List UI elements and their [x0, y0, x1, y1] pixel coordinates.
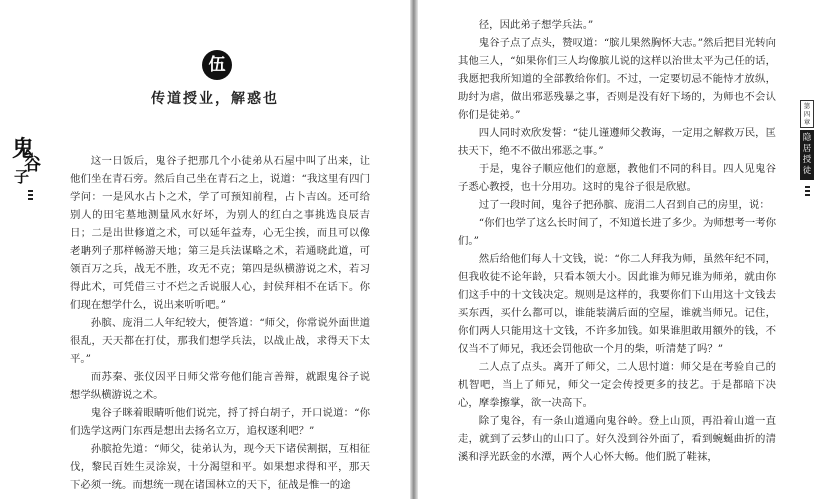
paragraph: 除了鬼谷，有一条山道通向鬼谷岭。登上山顶，再沿着山道一直走，就到了云梦山的山口了。好久没到谷外面了，看到蜿蜒曲折的清溪和浮光跃金的水潭，两个人心怀大畅。他们脱了鞋袜， — [458, 415, 776, 463]
chapter-number-badge: 伍 — [202, 50, 232, 80]
paragraph: 二人点了点头。离开了师父，二人思忖道：师父是在考验自己的机智吧，当上了师兄，师父一定会传授更多的技艺。于是都暗下决心，摩拳擦掌，欲一决高下。 — [458, 361, 776, 409]
paragraph: 于是，鬼谷子顺应他们的意愿，教他们不同的科目。四人见鬼谷子悉心教授，也十分用功。这时的鬼谷子很是欣慰。 — [458, 163, 776, 193]
chapter-side-tab — [800, 100, 814, 198]
paragraph: 孙膑抢先道：“师父，徒弟认为，现今天下诸侯割据，互相征伐，黎民百姓生灵涂炭，十分渴望和平。如果想求得和平，那天下必须一统。而想统一现在诸国林立的天下，征战是惟一的途 — [70, 443, 370, 491]
paragraph: 四人同时欢欣发誓：“徒儿谨遵师父教诲，一定用之解救万民，匡扶天下，绝不不做出邪恶之事。” — [458, 127, 776, 157]
paragraph: 径，因此弟子想学兵法。” — [478, 19, 594, 31]
book-spine-gutter — [410, 0, 418, 499]
paragraph: 鬼谷子点了点头，赞叹道：“膑儿果然胸怀大志。”然后把目光转向其他三人，“如果你们三人均像膑儿说的这样以治世太平为己任的话，我愿把我所知道的全部教给你们。不过，一定要切忌不能恃才放纵，助纣为虐，做出邪恶残暴之事，否则是没有好下场的，为师也不会认你们是徒弟。” — [458, 37, 776, 121]
book-title-char-1: 鬼 — [12, 136, 35, 162]
left-page — [0, 0, 412, 499]
paragraph: 鬼谷子眯着眼睛听他们说完，捋了捋白胡子，开口说道：“你们选学这两门东西是想出去扬名立万，追权逐利吧？” — [70, 407, 370, 437]
paragraph: 而苏秦、张仪因平日师父常夸他们能言善辩，就跟鬼谷子说想学纵横游说之术。 — [70, 371, 370, 401]
decorative-bars-icon — [28, 190, 33, 202]
right-page-body — [458, 16, 776, 466]
paragraph: “你们也学了这么长时间了，不知道长进了多少。为师想考一考你们。” — [458, 217, 776, 247]
book-title-char-3: 子 — [14, 168, 30, 186]
book-title-mark — [10, 132, 46, 212]
paragraph: 过了一段时间，鬼谷子把孙膑、庞涓二人召到自己的房里，说： — [478, 199, 770, 211]
chapter-side-title: 隐居授徒 — [800, 130, 814, 180]
chapter-side-label: 第四章 — [800, 100, 814, 128]
book-title-char-2: 谷 — [24, 155, 41, 175]
decorative-bars-icon — [805, 186, 810, 196]
paragraph: 这一日饭后，鬼谷子把那几个小徒弟从石屋中叫了出来，让他们坐在青石旁。然后自己坐在青石之上，说道：“我这里有四门学问：一是风水占卜之术，学了可预知前程，占卜吉凶。还可给别人的田宅墓地测量风水好坏，为别人的红白之事挑选良辰吉日；二是出世修道之术，可以延年益寿，心无尘挨，而且可以像老聃列子那样畅游天地；第三是兵法谋略之术，若通晓此道，可领百万之兵，战无不胜，攻无不克；第四是纵横游说之术，若习得此术，可凭借三寸不烂之舌说服人心，封侯拜相不在话下。你们现在想学什么，说出来听听吧。” — [70, 155, 370, 311]
paragraph: 孙膑、庞涓二人年纪较大，便答道：“师父，你常说外面世道很乱，天天都在打仗，那我们想学兵法，以战止战，求得天下太平。” — [70, 317, 370, 365]
left-page-body — [70, 152, 370, 494]
chapter-title: 传道授业，解惑也 — [151, 91, 279, 107]
paragraph: 然后给他们每人十文钱，说：“你二人拜我为师，虽然年纪不同，但我收徒不论年龄，只看本领大小。因此谁为师兄谁为师弟，就由你们这手中的十文钱决定。规则是这样的，我要你们下山用这十文钱去买东西，买什么都可以，谁能装满后面的空屋，谁就当师兄。记住，你们两人只能用这十文钱，不许多加钱。如果谁胆敢用额外的钱，不仅当不了师兄，我还会罚他砍一个月的柴，听清楚了吗？” — [458, 253, 776, 355]
